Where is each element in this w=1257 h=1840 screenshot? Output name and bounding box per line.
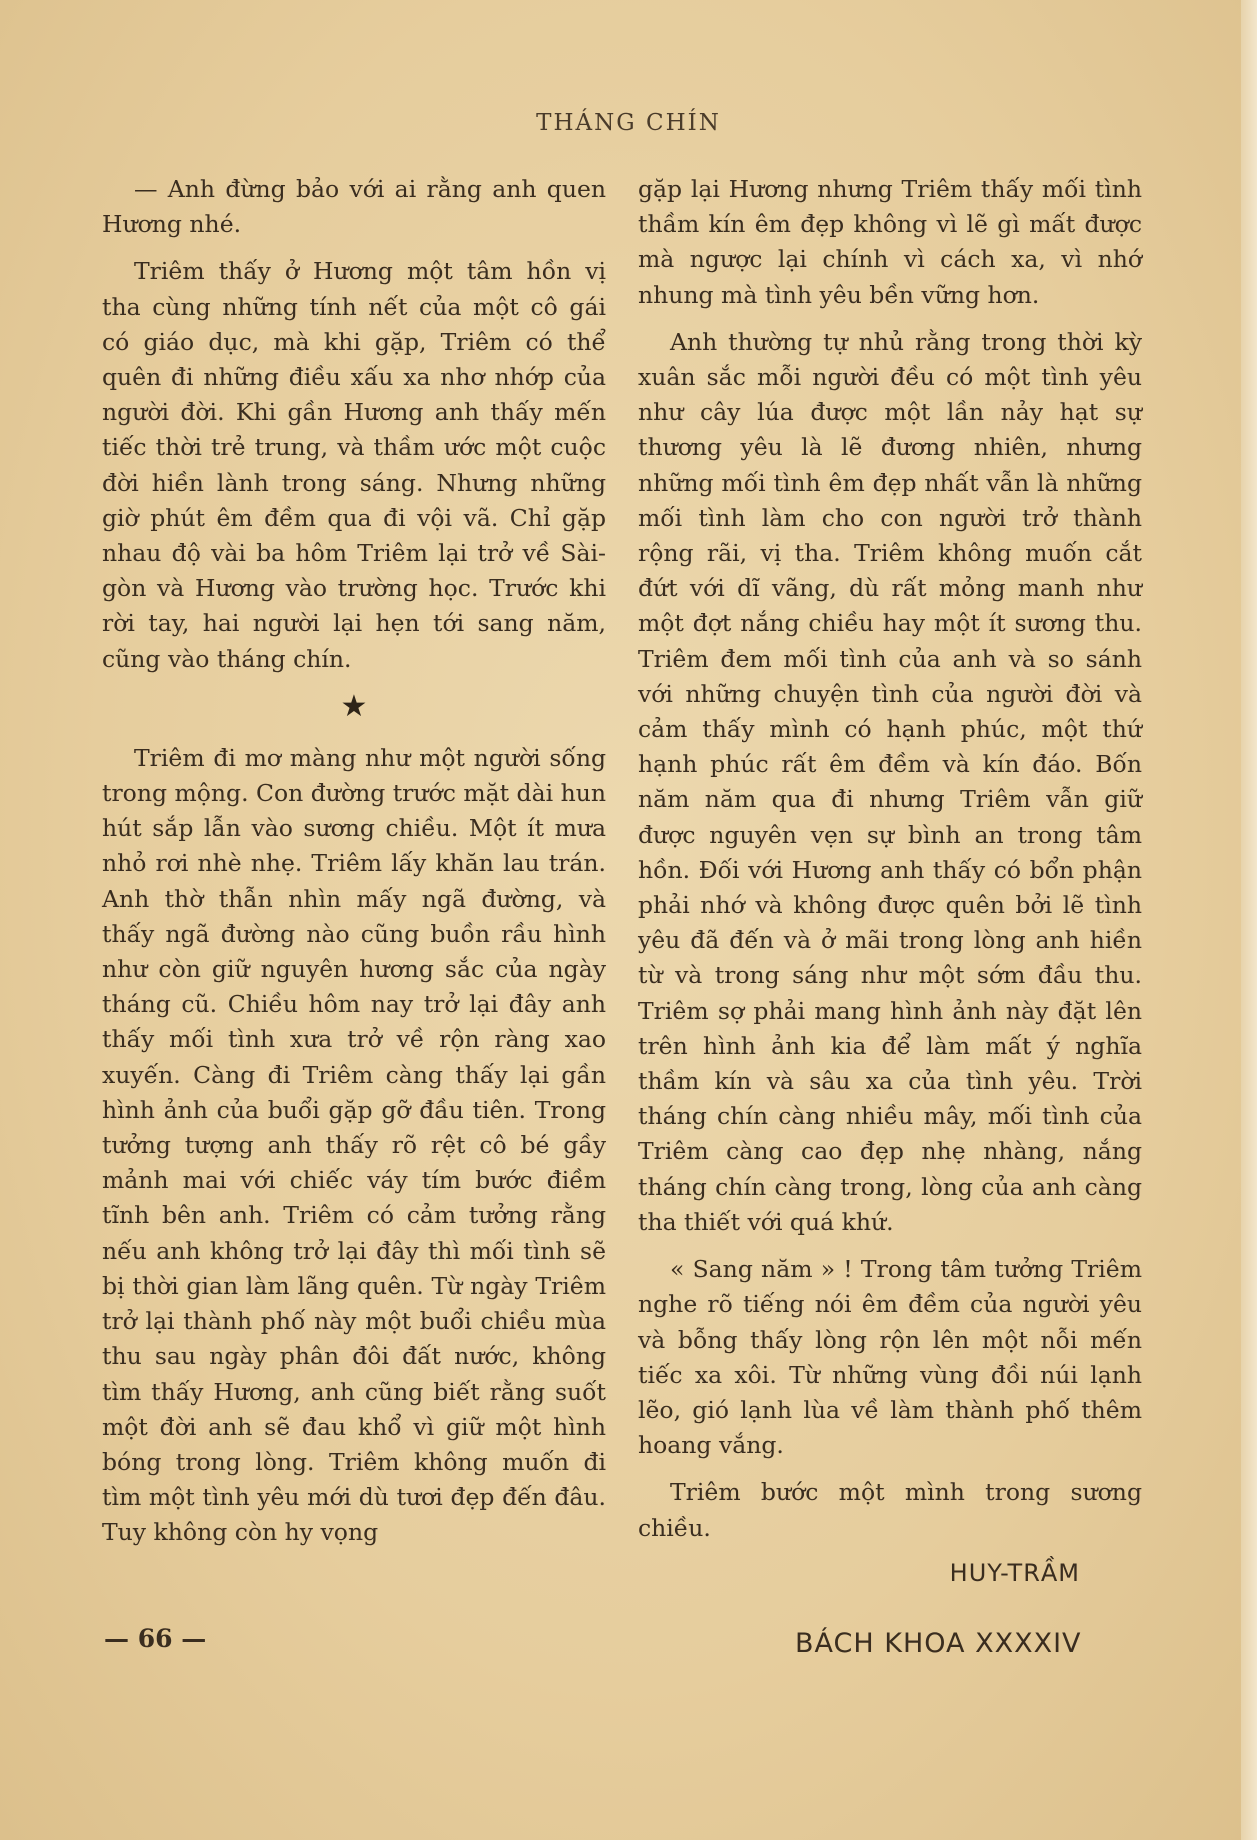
paragraph: Anh thường tự nhủ rằng trong thời kỳ xuân sắc mỗi người đều có một tình yêu như cây lúa được một lần nảy hạt sự thương yêu là lẽ đương nhiên, nhưng những mối tình êm đẹp nhất vẫn là những mối tình làm cho con người trở thành rộng rãi, vị tha. Triêm không muốn cắt đứt với dĩ vãng, dù rất mỏng manh như một đợt nắng chiều hay một ít sương thu. Triêm đem mối tình của anh và so sánh với những chuyện tình của người đời và cảm thấy mình có hạnh phúc, một thứ hạnh phúc rất êm đềm và kín đáo. Bốn năm năm qua đi nhưng Triêm vẫn giữ được nguyên vẹn sự bình an trong tâm hồn. Đối với Hương anh thấy có bổn phận phải nhớ và không được quên bởi lẽ tình yêu đã đến và ở mãi trong lòng anh hiền từ và trong sáng như một sớm đầu thu. Triêm sợ phải mang hình ảnh này đặt lên trên hình ảnh kia để làm mất ý nghĩa thầm kín và sâu xa của tình yêu. Trời tháng chín càng nhiều mây, mối tình của Triêm càng cao đẹp nhẹ nhàng, nắng tháng chín càng trong, lòng của anh càng tha thiết với quá khứ. — [638, 327, 1142, 1236]
paragraph: Triêm bước một mình trong sương chiều. — [638, 1478, 1142, 1542]
paragraph: Triêm đi mơ màng như một người sống trong mộng. Con đường trước mặt dài hun hút sắp lẫn vào sương chiều. Một ít mưa nhỏ rơi nhè nhẹ. Triêm lấy khăn lau trán. Anh thờ thẫn nhìn mấy ngã đường, và thấy ngã đường nào cũng buồn rầu hình như còn giữ nguyên hương sắc của ngày tháng cũ. Chiều hôm nay trở lại đây anh thấy mối tình xưa trở về rộn ràng xao xuyến. Càng đi Triêm càng thấy lại gần hình ảnh của buổi gặp gỡ đầu tiên. Trong tưởng tượng anh thấy rõ rệt cô bé gầy mảnh mai với chiếc váy tím bước điềm tĩnh bên anh. Triêm có cảm tưởng rằng nếu anh không trở lại đây thì mối tình sẽ bị thời gian làm lãng quên. Từ ngày Triêm trở lại thành phố này một buổi chiều mùa thu sau ngày phân đôi đất nước, không tìm thấy Hương, anh cũng biết rằng suốt một đời anh sẽ đau khổ vì giữ một hình bóng trong lòng. Triêm không muốn đi tìm một tình yêu mới dù tươi đẹp đến đâu. Tuy không còn hy vọng — [102, 743, 606, 1547]
left-column — [102, 172, 606, 1551]
publication-title: BÁCH KHOA XXXXIV — [795, 1628, 1082, 1659]
paragraph: gặp lại Hương nhưng Triêm thấy mối tình thầm kín êm đẹp không vì lẽ gì mất được mà ngược lại chính vì cách xa, vì nhớ nhung mà tình yêu bền vững hơn. — [638, 175, 1142, 309]
right-column — [638, 172, 1142, 1591]
page-edge — [1241, 0, 1257, 1840]
section-star-separator: ★ — [340, 688, 368, 724]
paragraph: Triêm thấy ở Hương một tâm hồn vị tha cùng những tính nết của một cô gái có giáo dục, mà khi gặp, Triêm có thể quên đi những điều xấu xa nhơ nhớp của người đời. Khi gần Hương anh thấy mến tiếc thời trẻ trung, và thầm ước một cuộc đời hiền lành trong sáng. Nhưng những giờ phút êm đềm qua đi vội vã. Chỉ gặp nhau độ vài ba hôm Triêm lại trở về Sài-gòn và Hương vào trường học. Trước khi rời tay, hai người lại hẹn tới sang năm, cũng vào tháng chín. — [102, 257, 606, 673]
paragraph: — Anh đừng bảo với ai rằng anh quen Hương nhé. — [102, 175, 606, 239]
author-name: HUY-TRẦM — [949, 1558, 1080, 1587]
running-header: THÁNG CHÍN — [536, 110, 721, 136]
page-number: — 66 — — [104, 1624, 207, 1653]
paragraph: « Sang năm » ! Trong tâm tưởng Triêm nghe rõ tiếng nói êm đềm của người yêu và bỗng thấy lòng rộn lên một nỗi mến tiếc xa xôi. Từ những vùng đồi núi lạnh lẽo, gió lạnh lùa về làm thành phố thêm hoang vắng. — [638, 1255, 1142, 1460]
